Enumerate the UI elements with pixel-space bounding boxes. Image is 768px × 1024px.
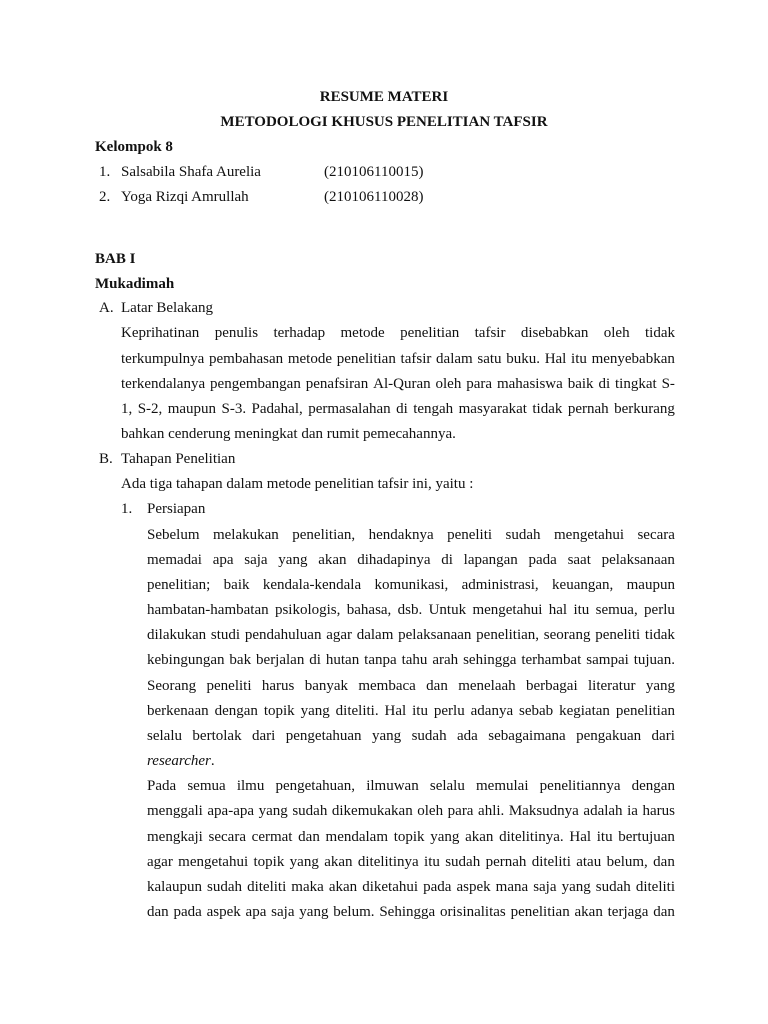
word: pengakuan: [576, 728, 642, 744]
word: saja: [533, 879, 557, 895]
word: Untuk: [428, 602, 467, 618]
item-marker: 1.: [121, 501, 133, 517]
word: sudah: [207, 879, 243, 895]
word: pada: [173, 904, 202, 920]
word: dengan: [214, 703, 258, 719]
word: itu: [571, 351, 587, 367]
word: melakukan: [212, 527, 279, 543]
word: pelaksanaan: [601, 552, 675, 568]
paragraph-line: [121, 324, 675, 342]
word: maupun: [167, 401, 217, 417]
word: penelitian,: [292, 527, 356, 543]
word: akan: [465, 829, 494, 845]
word: terjaga: [607, 904, 649, 920]
word: penulis: [214, 325, 259, 341]
word: hutan: [325, 652, 360, 668]
word: hal: [548, 602, 568, 618]
italic-term: researcher: [147, 753, 211, 769]
word: hendaknya: [368, 527, 434, 543]
word: S-3.: [221, 401, 247, 417]
word: bahasa,: [346, 602, 392, 618]
word: ia: [627, 803, 638, 819]
word: bak: [229, 652, 252, 668]
word: aspek: [206, 904, 241, 920]
word: sudah: [292, 803, 328, 819]
word: pernah: [567, 401, 609, 417]
word: yang: [289, 854, 319, 870]
word: akan: [328, 879, 358, 895]
paragraph-line: [121, 375, 675, 393]
word: agar: [326, 627, 352, 643]
word: sebagaimana: [488, 728, 566, 744]
word: Hal: [384, 703, 407, 719]
word: oleh: [603, 325, 630, 341]
paragraph-line: [147, 651, 675, 669]
word: pengembangan: [210, 376, 301, 392]
word: mana: [495, 879, 529, 895]
word: dilakukan: [147, 627, 207, 643]
word: belum,: [606, 854, 648, 870]
word: dsb.: [397, 602, 423, 618]
word: sebab: [519, 703, 554, 719]
word: para: [466, 376, 493, 392]
word: diteliti.: [335, 703, 379, 719]
word: yang: [371, 728, 402, 744]
paragraph-line: [147, 677, 675, 695]
word: buku.: [506, 351, 540, 367]
word: ada: [457, 728, 478, 744]
item-heading: Persiapan: [147, 501, 206, 517]
paragraph-line: [147, 752, 215, 770]
word: terkendalanya: [121, 376, 206, 392]
word: literatur: [587, 678, 636, 694]
member-name: Yoga Rizqi Amrullah: [121, 189, 249, 205]
word: sehingga: [463, 652, 517, 668]
word: yang: [278, 552, 308, 568]
word: harus: [261, 678, 295, 694]
document-title: RESUME MATERI: [319, 89, 449, 105]
word: yang: [561, 879, 591, 895]
word: itu: [412, 703, 428, 719]
word: akan: [318, 552, 347, 568]
word: dengan: [631, 778, 675, 794]
word: yang: [258, 803, 288, 819]
section-b-marker: B.: [99, 451, 113, 467]
paragraph-line: [147, 626, 675, 644]
word: dan: [147, 904, 169, 920]
punctuation: .: [210, 753, 215, 769]
word: tafsir: [474, 325, 506, 341]
paragraph-line: [147, 903, 675, 921]
word: pengetahuan: [285, 728, 362, 744]
word: arah: [432, 652, 459, 668]
word: kendala-kendala: [262, 577, 362, 593]
member-name: Salsabila Shafa Aurelia: [121, 164, 261, 180]
word: ditelitinya.: [499, 829, 564, 845]
word: diteliti: [635, 879, 675, 895]
word: secara: [637, 527, 675, 543]
word: berbagai: [526, 678, 578, 694]
word: keuangan,: [552, 577, 614, 593]
paragraph-line: [147, 853, 675, 871]
word: pernah: [485, 854, 527, 870]
word: dari: [651, 728, 675, 744]
word: bertujuan: [618, 829, 675, 845]
word: pembahasan: [209, 351, 284, 367]
word: lapangan: [463, 552, 518, 568]
paragraph-line: [147, 777, 675, 795]
member-id: (210106110015): [324, 164, 424, 180]
word: satu: [477, 351, 502, 367]
paragraph-line: [147, 727, 675, 745]
paragraph-line: [147, 802, 675, 820]
word: penelitian: [336, 351, 396, 367]
word: sudah: [505, 527, 541, 543]
word: masyarakat: [458, 401, 527, 417]
word: hambatan-hambatan: [147, 602, 269, 618]
word: penelitian: [510, 904, 570, 920]
group-label: Kelompok 8: [95, 139, 173, 155]
word: 1,: [121, 401, 133, 417]
word: adanya: [470, 703, 514, 719]
word: apa: [212, 552, 234, 568]
word: kebingungan: [147, 652, 225, 668]
word: menelaah: [458, 678, 516, 694]
word: mengetahui: [554, 527, 624, 543]
word: menggali: [147, 803, 203, 819]
word: tingkat: [615, 376, 657, 392]
word: akan: [324, 854, 353, 870]
word: sudah: [445, 854, 481, 870]
word: yang: [299, 904, 329, 920]
word: dalam: [356, 627, 394, 643]
word: S-: [661, 376, 675, 392]
word: memulai: [476, 778, 529, 794]
word: tengah: [413, 401, 454, 417]
word: maka: [291, 879, 324, 895]
word: dan: [653, 854, 675, 870]
word: dan: [653, 904, 675, 920]
word: mengetahui: [178, 854, 249, 870]
word: penelitiannya: [539, 778, 621, 794]
word: metode: [287, 351, 332, 367]
word: permasalahan: [308, 401, 391, 417]
word: mengkaji: [147, 829, 203, 845]
word: harus: [642, 803, 675, 819]
paragraph-line: [147, 551, 675, 569]
word: kalaupun: [147, 879, 202, 895]
word: Pada: [147, 778, 177, 794]
word: pengetahuan,: [275, 778, 356, 794]
word: itu: [596, 829, 613, 845]
paragraph-line: [147, 576, 675, 594]
word: mengetahui: [472, 602, 543, 618]
word: tahu: [401, 652, 428, 668]
word: metode: [340, 325, 385, 341]
paragraph-line: [147, 702, 675, 720]
word: sudah: [411, 728, 447, 744]
word: belum.: [333, 904, 375, 920]
word: selalu: [147, 728, 182, 744]
word: psikologis,: [274, 602, 341, 618]
word: orisinalitas: [439, 904, 506, 920]
word: ilmuwan: [366, 778, 419, 794]
word: saja: [244, 552, 268, 568]
word: apa-apa: [207, 803, 255, 819]
word: semua: [187, 778, 226, 794]
word: Padahal,: [251, 401, 303, 417]
word: memadai: [147, 552, 202, 568]
word: berkurang: [614, 401, 675, 417]
word: diteliti: [247, 879, 287, 895]
word: aspek: [456, 879, 491, 895]
word: para: [447, 803, 474, 819]
word: yang: [430, 829, 460, 845]
word: Keprihatinan: [121, 325, 200, 341]
word: dikemukakan: [331, 803, 413, 819]
word: secara: [208, 829, 246, 845]
word: administrasi,: [461, 577, 539, 593]
word: itu: [424, 854, 440, 870]
word: pada: [423, 879, 452, 895]
word: terhadap: [273, 325, 326, 341]
word: cermat: [251, 829, 293, 845]
member-number: 1.: [99, 164, 111, 180]
word: Sebelum: [147, 527, 200, 543]
word: studi: [210, 627, 241, 643]
word: komunikasi,: [374, 577, 449, 593]
word: Hal: [544, 351, 567, 367]
word: diteliti: [531, 854, 571, 870]
section-a-marker: A.: [99, 300, 114, 316]
word: topik: [393, 829, 425, 845]
word: ilmu: [236, 778, 265, 794]
word: dihadapinya: [357, 552, 431, 568]
word: tafsir: [400, 351, 432, 367]
word: bertolak: [192, 728, 242, 744]
word: di: [441, 552, 453, 568]
word: tidak: [532, 401, 563, 417]
word: terkumpulnya: [121, 351, 205, 367]
word: Al-Quran: [373, 376, 431, 392]
word: peneliti: [206, 678, 252, 694]
word: perlu: [433, 703, 465, 719]
word: penafsiran: [305, 376, 369, 392]
word: seorang: [543, 627, 591, 643]
word: tujuan.: [633, 652, 675, 668]
word: adalah: [583, 803, 623, 819]
word: dalam: [436, 351, 473, 367]
word: tidak: [645, 325, 675, 341]
word: terhambat: [521, 652, 582, 668]
word: Sehingga: [379, 904, 436, 920]
word: saat: [567, 552, 591, 568]
word: berkenaan: [147, 703, 209, 719]
word: akan: [574, 904, 603, 920]
word: ahli.: [478, 803, 505, 819]
word: apa: [245, 904, 267, 920]
word: ditelitinya: [357, 854, 419, 870]
paragraph-line: [121, 400, 675, 418]
word: Hal: [569, 829, 592, 845]
word: di: [598, 376, 611, 392]
member-number: 2.: [99, 189, 111, 205]
word: diketahui: [362, 879, 419, 895]
word: penelitian,: [476, 627, 540, 643]
word: pada: [528, 552, 557, 568]
word: baik: [567, 376, 594, 392]
word: atau: [576, 854, 602, 870]
word: mendalam: [325, 829, 389, 845]
word: oleh: [417, 803, 444, 819]
word: agar: [147, 854, 173, 870]
word: maupun: [626, 577, 675, 593]
word: penelitian;: [147, 577, 211, 593]
word: itu: [573, 602, 590, 618]
word: semua,: [595, 602, 638, 618]
chapter-number: BAB I: [95, 251, 136, 267]
word: Seorang: [147, 678, 197, 694]
word: penelitian: [400, 325, 460, 341]
word: di: [309, 652, 321, 668]
paragraph-line: [147, 601, 675, 619]
word: dan: [298, 829, 320, 845]
word: kegiatan: [559, 703, 610, 719]
word: perlu: [644, 602, 675, 618]
word: saja: [271, 904, 295, 920]
word: dari: [252, 728, 276, 744]
word: disebabkan: [520, 325, 589, 341]
word: S-2,: [137, 401, 163, 417]
word: yang: [300, 703, 330, 719]
paragraph-line: [147, 526, 675, 544]
paragraph-line: [147, 828, 675, 846]
word: sampai: [586, 652, 629, 668]
section-b-heading: Tahapan Penelitian: [121, 451, 236, 467]
word: pendahuluan: [244, 627, 322, 643]
word: penelitian: [615, 703, 675, 719]
member-id: (210106110028): [324, 189, 424, 205]
paragraph-line: [121, 350, 675, 368]
word: mahasiswa: [496, 376, 563, 392]
word: topik: [263, 703, 295, 719]
paragraph-line: [147, 878, 675, 896]
word: dan: [426, 678, 448, 694]
word: tanpa: [364, 652, 397, 668]
section-b-intro: Ada tiga tahapan dalam metode penelitian tafsir ini, yaitu :: [121, 476, 474, 492]
word: peneliti: [595, 627, 641, 643]
document-subtitle: METODOLOGI KHUSUS PENELITIAN TAFSIR: [220, 114, 548, 130]
word: di: [396, 401, 408, 417]
word: tidak: [644, 627, 675, 643]
word: menyebabkan: [591, 351, 675, 367]
word: peneliti: [447, 527, 493, 543]
word: Maksudnya: [508, 803, 579, 819]
word: selalu: [429, 778, 465, 794]
section-a-heading: Latar Belakang: [121, 300, 214, 316]
word: membaca: [358, 678, 416, 694]
chapter-title: Mukadimah: [95, 276, 175, 292]
word: oleh: [435, 376, 462, 392]
word: sudah: [595, 879, 631, 895]
word: banyak: [304, 678, 349, 694]
word: yang: [645, 678, 675, 694]
paragraph-line: bahkan cenderung meningkat dan rumit pemecahannya.: [121, 426, 456, 442]
word: topik: [253, 854, 285, 870]
word: pelaksanaan: [398, 627, 472, 643]
word: berjalan: [256, 652, 305, 668]
word: baik: [223, 577, 250, 593]
